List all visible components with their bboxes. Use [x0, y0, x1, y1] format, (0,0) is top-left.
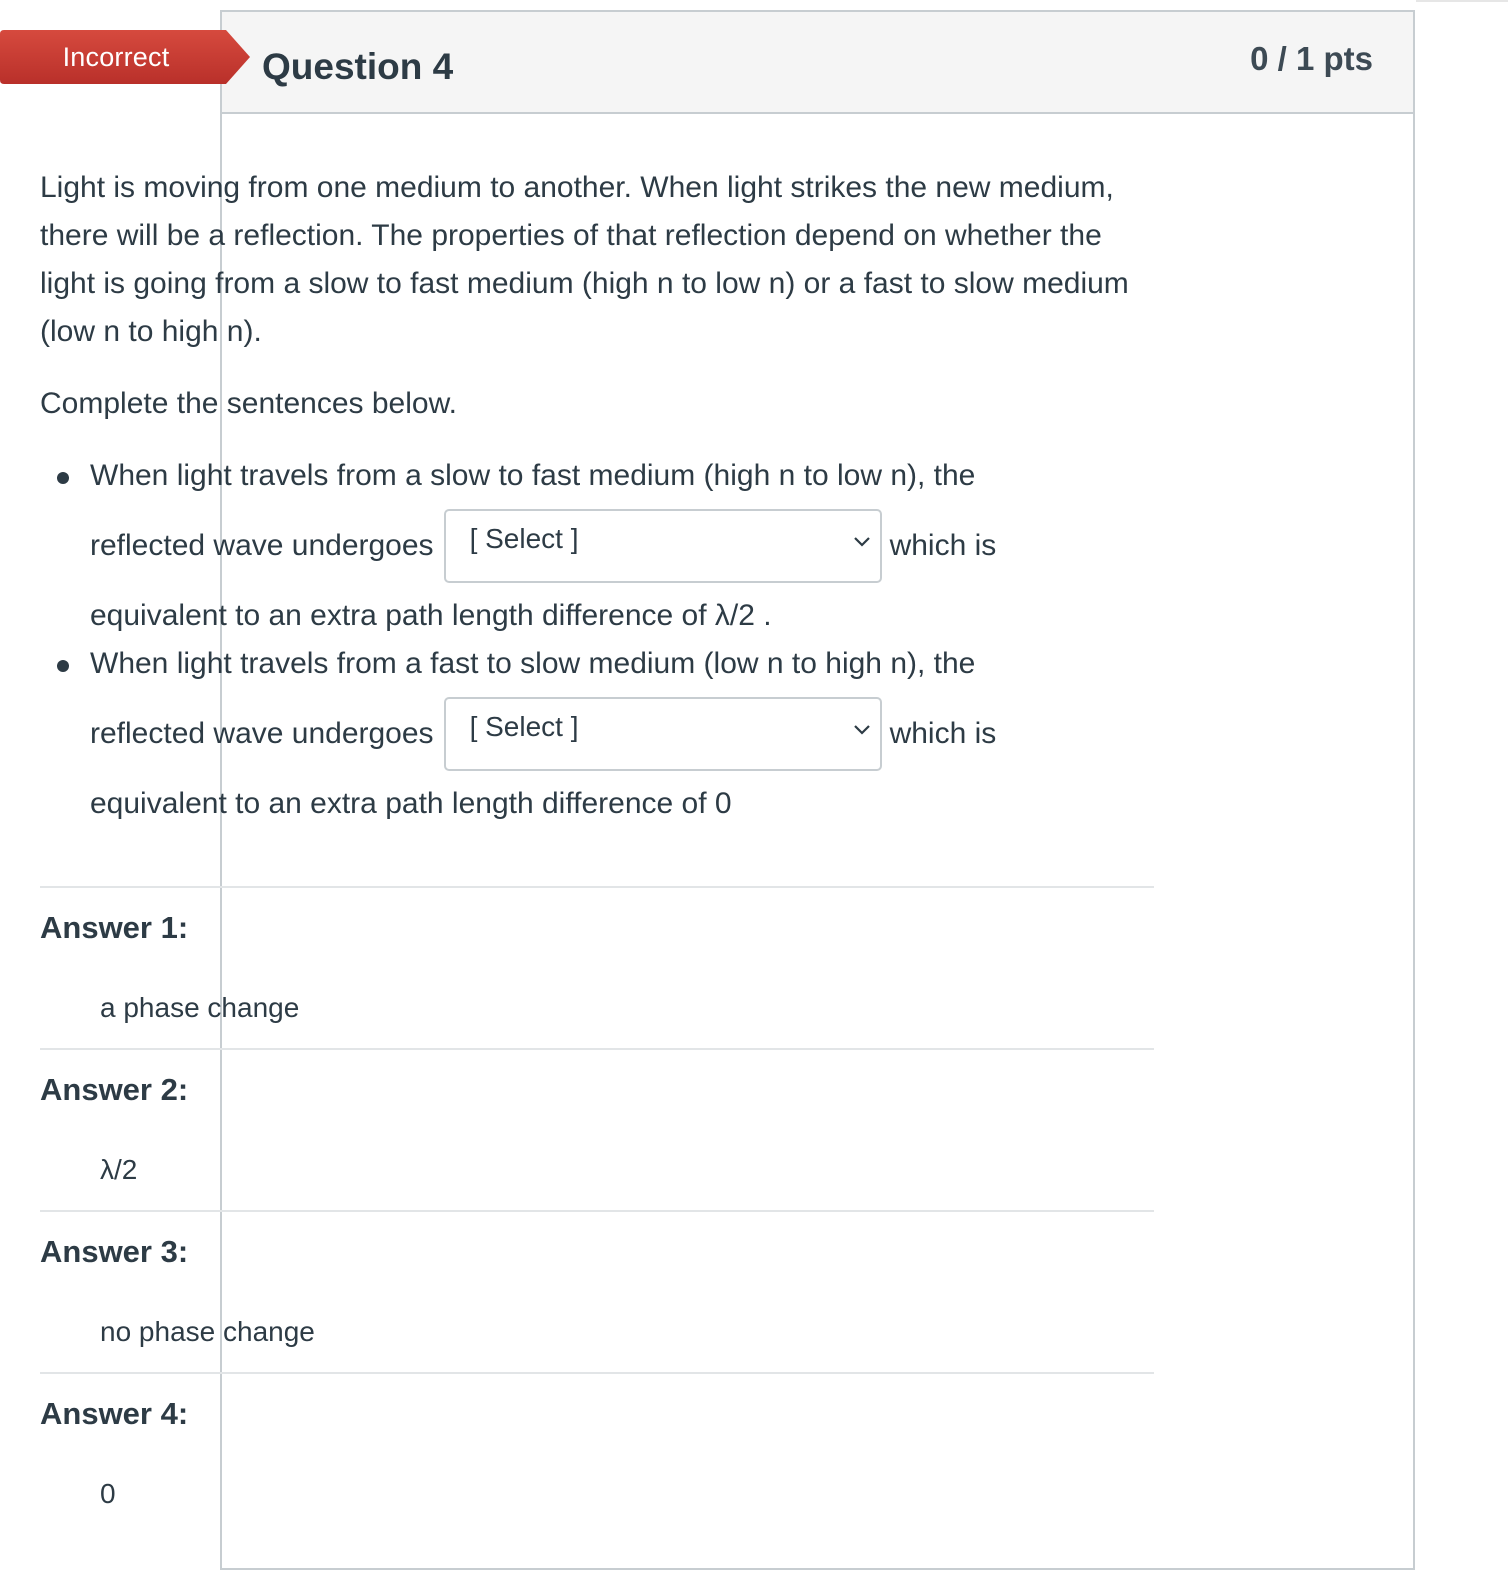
question-points: 0 / 1 pts: [1250, 40, 1373, 77]
blank-item-1: [90, 452, 1154, 640]
question-intro: Light is moving from one medium to another. When light strikes the new medium, there will be a reflection. The properties of that reflection depend on whether the light is going from a slow to fast medium (high n to low n) or a fast to slow medium (low n to high n).: [40, 171, 1129, 348]
question-instruction: Complete the sentences below.: [40, 387, 457, 420]
incorrect-badge: [0, 30, 250, 84]
answers-section: [40, 886, 1154, 1534]
blank-item-2: [90, 640, 1154, 828]
bullet-icon: [57, 472, 69, 484]
blanks-list: [40, 452, 1154, 828]
blank-1-before-select: reflected wave undergoes: [90, 529, 434, 562]
answer-value: a phase change: [100, 992, 300, 1023]
answer-2-select[interactable]: [444, 697, 882, 771]
incorrect-label: Incorrect: [62, 42, 170, 72]
chevron-down-icon: [852, 723, 872, 737]
blank-2-line1: When light travels from a fast to slow medium (low n to high n), the: [90, 647, 976, 680]
blank-2-before-select: reflected wave undergoes: [90, 717, 434, 750]
blank-2-line3: equivalent to an extra path length difference of 0: [90, 787, 732, 820]
answer-block-2: [40, 1048, 1154, 1210]
answer-1-select[interactable]: [444, 509, 882, 583]
answer-block-1: [40, 886, 1154, 1048]
blank-2-select-row: [90, 688, 1154, 780]
blank-1-line3: equivalent to an extra path length difference of λ/2 .: [90, 599, 772, 632]
answer-value: λ/2: [100, 1154, 138, 1185]
blank-1-after-select: which is: [889, 529, 997, 562]
answer-label: Answer 3:: [40, 1234, 189, 1269]
question-title: Question 4: [262, 46, 454, 87]
top-divider: [1416, 0, 1508, 2]
answer-label: Answer 1:: [40, 910, 189, 945]
bullet-icon: [57, 660, 69, 672]
answer-block-3: [40, 1210, 1154, 1372]
answer-value: 0: [100, 1478, 116, 1509]
answer-2-select-value: [ Select ]: [469, 711, 579, 742]
chevron-down-icon: [852, 535, 872, 549]
answer-label: Answer 4:: [40, 1396, 189, 1431]
answer-block-4: [40, 1372, 1154, 1534]
question-header: [222, 12, 1413, 114]
blank-1-select-row: [90, 500, 1154, 592]
blank-2-after-select: which is: [889, 717, 997, 750]
answer-value: no phase change: [100, 1316, 315, 1347]
answer-1-select-value: [ Select ]: [469, 523, 579, 554]
blank-1-line1: When light travels from a slow to fast medium (high n to low n), the: [90, 459, 976, 492]
answer-label: Answer 2:: [40, 1072, 189, 1107]
question-body: [40, 164, 1154, 828]
